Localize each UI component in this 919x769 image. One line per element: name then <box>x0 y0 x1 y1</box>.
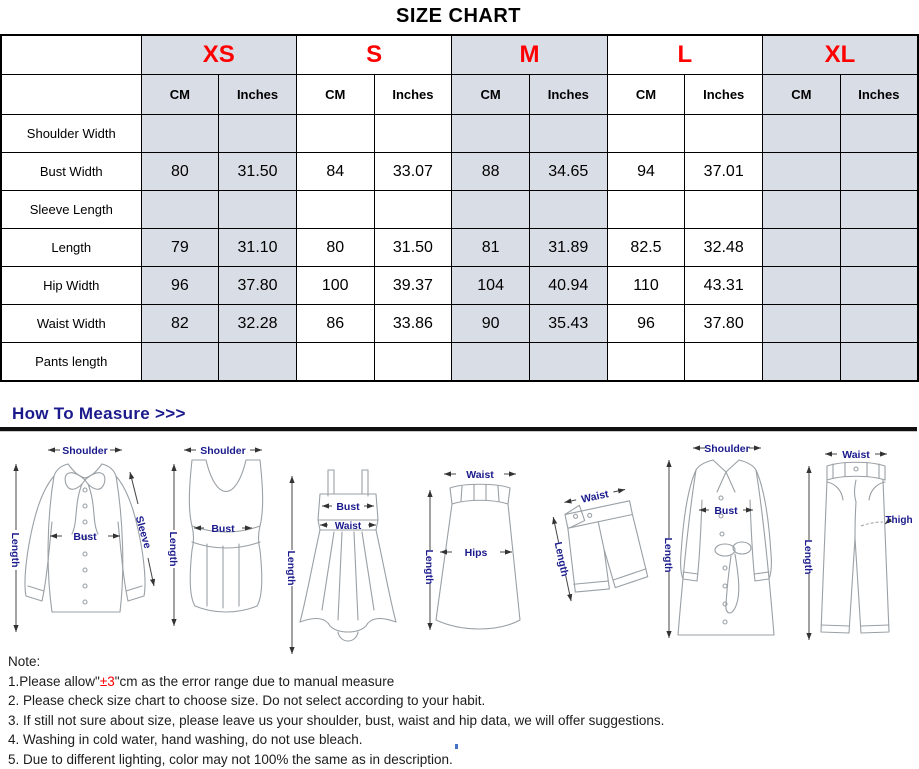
cell <box>219 115 297 153</box>
size-header-row <box>1 35 918 75</box>
dim-label-length: Length <box>662 538 674 573</box>
cell <box>840 305 918 343</box>
cell <box>529 191 607 229</box>
cell: 80 <box>296 229 374 267</box>
dim-label-bust: Bust <box>211 523 235 535</box>
cell: 40.94 <box>529 267 607 305</box>
row-label: Hip Width <box>1 267 141 305</box>
cell: 84 <box>296 153 374 191</box>
cell: 81 <box>452 229 530 267</box>
cell <box>529 115 607 153</box>
cell: 43.31 <box>685 267 763 305</box>
note-item-1 <box>8 672 917 692</box>
dim-label-bust: Bust <box>337 501 361 513</box>
cell: 96 <box>607 305 685 343</box>
unit-m-cm: CM <box>452 75 530 115</box>
artifact-dot <box>455 744 458 749</box>
unit-xl-inches: Inches <box>840 75 918 115</box>
note-item-2: 2. Please check size chart to choose size. Do not select according to your habit. <box>8 691 917 711</box>
table-row-sleeve-length <box>1 191 918 229</box>
dim-label-length: Length <box>285 551 297 586</box>
cell <box>374 191 452 229</box>
row-label: Waist Width <box>1 305 141 343</box>
cell <box>374 115 452 153</box>
page-title: SIZE CHART <box>0 0 917 34</box>
cell <box>763 115 841 153</box>
unit-xl-cm: CM <box>763 75 841 115</box>
dim-label-length: Length <box>802 540 814 575</box>
cell <box>840 115 918 153</box>
cell <box>141 191 219 229</box>
row-label: Pants length <box>1 343 141 382</box>
dim-label-shoulder: Shoulder <box>62 445 108 457</box>
cell <box>840 191 918 229</box>
cell: 37.01 <box>685 153 763 191</box>
cell: 34.65 <box>529 153 607 191</box>
table-row-pants-length <box>1 343 918 382</box>
cell: 33.86 <box>374 305 452 343</box>
cell: 33.07 <box>374 153 452 191</box>
table-row-hip-width <box>1 267 918 305</box>
row-label: Sleeve Length <box>1 191 141 229</box>
dim-label-waist: Waist <box>580 488 610 506</box>
figure-skirt <box>414 462 542 662</box>
size-header-xs: XS <box>141 35 296 75</box>
cell <box>452 115 530 153</box>
cell: 88 <box>452 153 530 191</box>
dim-label-length: Length <box>167 532 179 567</box>
cell <box>840 267 918 305</box>
cell <box>685 191 763 229</box>
cell <box>452 191 530 229</box>
cell <box>374 343 452 382</box>
cell: 104 <box>452 267 530 305</box>
note-item-5: 5. Due to different lighting, color may not 100% the same as in description. <box>8 750 917 769</box>
cell: 94 <box>607 153 685 191</box>
corner-cell-2 <box>1 75 141 115</box>
unit-header-row <box>1 75 918 115</box>
dim-label-length: Length <box>551 541 570 578</box>
cell <box>763 305 841 343</box>
unit-s-inches: Inches <box>374 75 452 115</box>
unit-s-cm: CM <box>296 75 374 115</box>
cell: 79 <box>141 229 219 267</box>
dim-label-length: Length <box>423 550 435 585</box>
cell: 31.50 <box>374 229 452 267</box>
dim-label-sleeve: Sleeve <box>133 515 154 550</box>
cell <box>763 267 841 305</box>
size-table <box>0 34 919 382</box>
cell: 80 <box>141 153 219 191</box>
note-item-4: 4. Washing in cold water, hand washing, do not use bleach. <box>8 730 917 750</box>
note-1-suffix: "cm as the error range due to manual measure <box>115 674 394 689</box>
notes-section <box>0 652 917 769</box>
cell <box>296 191 374 229</box>
dim-label-thigh: Thigh <box>885 515 912 526</box>
cell <box>763 191 841 229</box>
figure-tank-top <box>164 438 282 643</box>
cell: 31.89 <box>529 229 607 267</box>
dim-label-shoulder: Shoulder <box>704 443 750 455</box>
cell: 90 <box>452 305 530 343</box>
cell <box>219 343 297 382</box>
table-row-shoulder-width <box>1 115 918 153</box>
cell: 39.37 <box>374 267 452 305</box>
corner-cell <box>1 35 141 75</box>
table-row-waist-width <box>1 305 918 343</box>
cell: 31.10 <box>219 229 297 267</box>
dim-label-bust: Bust <box>73 531 97 543</box>
cell <box>296 343 374 382</box>
notes-heading: Note: <box>8 652 917 672</box>
how-to-measure-heading: How To Measure >>> <box>12 404 917 424</box>
size-header-l: L <box>607 35 762 75</box>
cell: 37.80 <box>685 305 763 343</box>
row-label: Bust Width <box>1 153 141 191</box>
cell <box>685 115 763 153</box>
unit-xs-inches: Inches <box>219 75 297 115</box>
cell <box>141 343 219 382</box>
unit-l-inches: Inches <box>685 75 763 115</box>
cell: 35.43 <box>529 305 607 343</box>
cell: 82.5 <box>607 229 685 267</box>
cell <box>529 343 607 382</box>
row-label: Shoulder Width <box>1 115 141 153</box>
cell <box>141 115 219 153</box>
cell: 100 <box>296 267 374 305</box>
row-label: Length <box>1 229 141 267</box>
figure-blouse <box>2 438 164 643</box>
figure-dress <box>282 458 414 663</box>
dim-label-waist: Waist <box>467 469 495 481</box>
cell <box>452 343 530 382</box>
cell <box>763 343 841 382</box>
cell: 31.50 <box>219 153 297 191</box>
dim-label-hips: Hips <box>465 547 488 559</box>
dim-label-shoulder: Shoulder <box>200 445 246 457</box>
cell <box>763 229 841 267</box>
cell <box>219 191 297 229</box>
table-row-length <box>1 229 918 267</box>
cell: 37.80 <box>219 267 297 305</box>
cell <box>840 229 918 267</box>
cell: 82 <box>141 305 219 343</box>
note-1-prefix: 1.Please allow" <box>8 674 100 689</box>
cell <box>763 153 841 191</box>
dim-label-length: Length <box>9 533 21 568</box>
cell: 110 <box>607 267 685 305</box>
size-header-m: M <box>452 35 607 75</box>
cell <box>607 115 685 153</box>
cell <box>840 343 918 382</box>
cell <box>840 153 918 191</box>
dim-label-waist: Waist <box>842 449 870 461</box>
cell: 32.48 <box>685 229 763 267</box>
figure-coat <box>655 438 797 643</box>
dim-label-waist: Waist <box>335 521 362 532</box>
measure-figures <box>0 432 917 648</box>
size-header-xl: XL <box>763 35 918 75</box>
cell: 86 <box>296 305 374 343</box>
figure-shorts <box>543 474 655 669</box>
cell: 96 <box>141 267 219 305</box>
cell <box>685 343 763 382</box>
unit-l-cm: CM <box>607 75 685 115</box>
cell <box>296 115 374 153</box>
unit-m-inches: Inches <box>529 75 607 115</box>
cell: 32.28 <box>219 305 297 343</box>
table-row-bust-width <box>1 153 918 191</box>
figure-pants <box>797 442 915 647</box>
note-item-3: 3. If still not sure about size, please leave us your shoulder, bust, waist and hip data, we will offer suggestions. <box>8 711 917 731</box>
cell <box>607 191 685 229</box>
cell <box>607 343 685 382</box>
unit-xs-cm: CM <box>141 75 219 115</box>
size-header-s: S <box>296 35 451 75</box>
dim-label-bust: Bust <box>714 505 738 517</box>
note-1-tolerance: ±3 <box>100 674 115 689</box>
